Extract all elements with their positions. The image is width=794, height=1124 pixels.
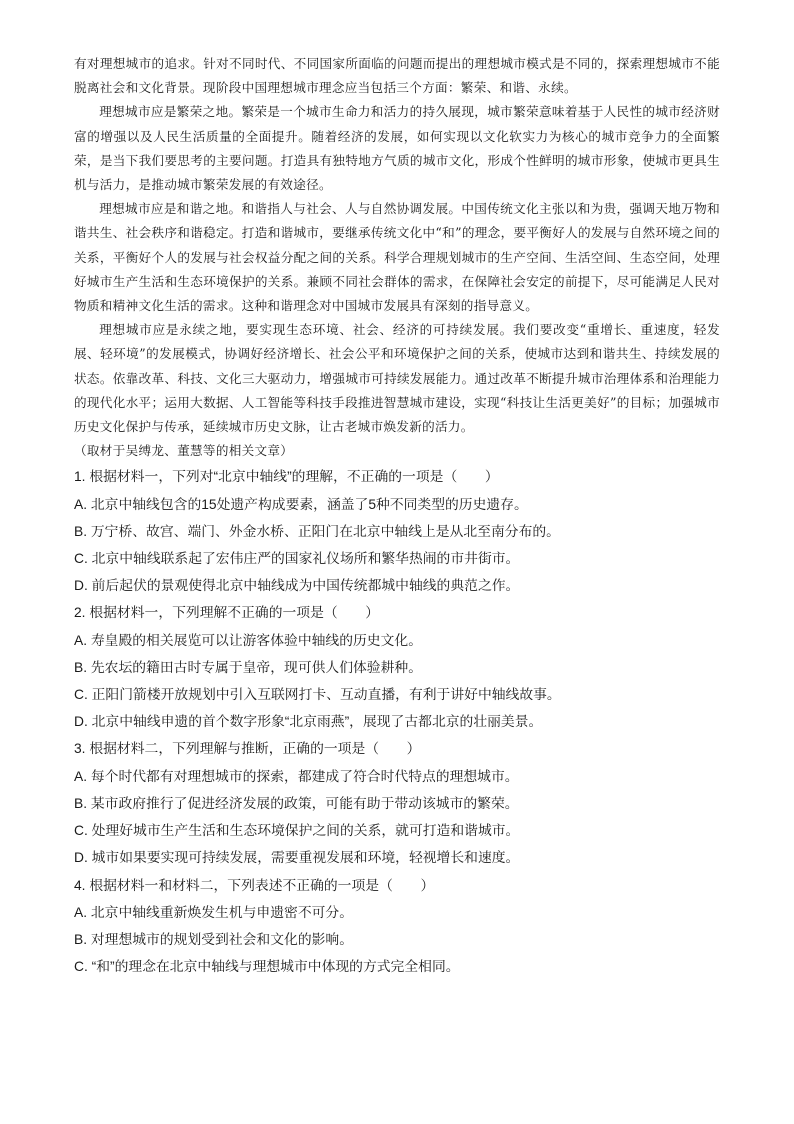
passage-source-citation: （取材于吴缚龙、董慧等的相关文章）: [74, 443, 294, 459]
question-option: C. “和”的理念在北京中轴线与理想城市中体现的方式完全相同。: [74, 959, 460, 975]
question-option: B. 对理想城市的规划受到社会和文化的影响。: [74, 931, 354, 947]
question-list: [74, 463, 720, 980]
question-3: [74, 735, 720, 871]
question-option: B. 先农坛的籍田古时专属于皇帝，现可供人们体验耕种。: [74, 659, 422, 675]
question-option: B. 万宁桥、故宫、端门、外金水桥、正阳门在北京中轴线上是从北至南分布的。: [74, 523, 560, 539]
question-option: B. 某市政府推行了促进经济发展的政策，可能有助于带动该城市的繁荣。: [74, 795, 519, 811]
passage-paragraph-prosperity: 理想城市应是繁荣之地。繁荣是一个城市生命力和活力的持久展现，城市繁荣意味着基于人民性的城市经济财富的增强以及人民生活质量的全面提升。随着经济的发展，如何实现以文化软实力为核心的城市竞争力的全面繁荣，是当下我们要思考的主要问题。打造具有独特地方气质的城市文化，形成个性鲜明的城市形象，使城市更具生机与活力，是推动城市繁荣发展的有效途径。: [74, 104, 720, 193]
question-option: C. 正阳门箭楼开放规划中引入互联网打卡、互动直播，有利于讲好中轴线故事。: [74, 687, 561, 703]
question-stem: 2. 根据材料一，下列理解不正确的一项是（ ）: [74, 605, 380, 621]
question-option: A. 北京中轴线重新焕发生机与申遗密不可分。: [74, 904, 354, 920]
question-2: [74, 599, 720, 735]
question-stem: 4. 根据材料一和材料二，下列表述不正确的一项是（ ）: [74, 877, 435, 893]
passage-paragraph-sustainability: 理想城市应是永续之地，要实现生态环境、社会、经济的可持续发展。我们要改变“重增长、重速度，轻发展、轻环境”的发展模式，协调好经济增长、社会公平和环境保护之间的关系，使城市达到和谐共生、持续发展的状态。依靠改革、科技、文化三大驱动力，增强城市可持续发展能力。通过改革不断提升城市治理体系和治理能力的现代化水平；运用大数据、人工智能等科技手段推进智慧城市建设，实现“科技让生活更美好”的目标；加强城市历史文化保护与传承，延续城市历史文脉，让古老城市焕发新的活力。: [74, 322, 720, 435]
question-option: D. 前后起伏的景观使得北京中轴线成为中国传统都城中轴线的典范之作。: [74, 578, 520, 594]
question-option: C. 北京中轴线联系起了宏伟庄严的国家礼仪场所和繁华热闹的市井街市。: [74, 551, 520, 567]
question-option: D. 城市如果要实现可持续发展，需要重视发展和环境，轻视增长和速度。: [74, 850, 520, 866]
question-option: C. 处理好城市生产生活和生态环境保护之间的关系，就可打造和谐城市。: [74, 823, 520, 839]
reading-passage: [74, 52, 720, 463]
question-option: A. 每个时代都有对理想城市的探索，都建成了符合时代特点的理想城市。: [74, 768, 519, 784]
question-stem: 1. 根据材料一，下列对“北京中轴线”的理解，不正确的一项是（ ）: [74, 469, 499, 485]
question-option: A. 北京中轴线包含的15处遗产构成要素，涵盖了5种不同类型的历史遗存。: [74, 496, 528, 512]
question-4: [74, 872, 720, 981]
question-1: [74, 463, 720, 599]
passage-paragraph-harmony: 理想城市应是和谐之地。和谐指人与社会、人与自然协调发展。中国传统文化主张以和为贵，强调天地万物和谐共生、社会秩序和谐稳定。打造和谐城市，要继承传统文化中“和”的理念，要平衡好人的发展与自然环境之间的关系，平衡好个人的发展与社会权益分配之间的关系。科学合理规划城市的生产空间、生活空间、生态空间，处理好城市生产生活和生态环境保护的关系。兼顾不同社会群体的需求，在保障社会安定的前提下，尽可能满足人民对物质和精神文化生活的需求。这种和谐理念对中国城市发展具有深刻的指导意义。: [74, 201, 720, 314]
question-stem: 3. 根据材料二，下列理解与推断，正确的一项是（ ）: [74, 741, 421, 757]
document-page: [74, 52, 720, 980]
passage-paragraph-1: 有对理想城市的追求。针对不同时代、不同国家所面临的问题而提出的理想城市模式是不同的，探索理想城市不能脱离社会和文化背景。现阶段中国理想城市理念应当包括三个方面：繁荣、和谐、永续。: [74, 56, 720, 96]
question-option: A. 寿皇殿的相关展览可以让游客体验中轴线的历史文化。: [74, 632, 422, 648]
question-option: D. 北京中轴线申遗的首个数字形象“北京雨燕”，展现了古都北京的壮丽美景。: [74, 714, 543, 730]
